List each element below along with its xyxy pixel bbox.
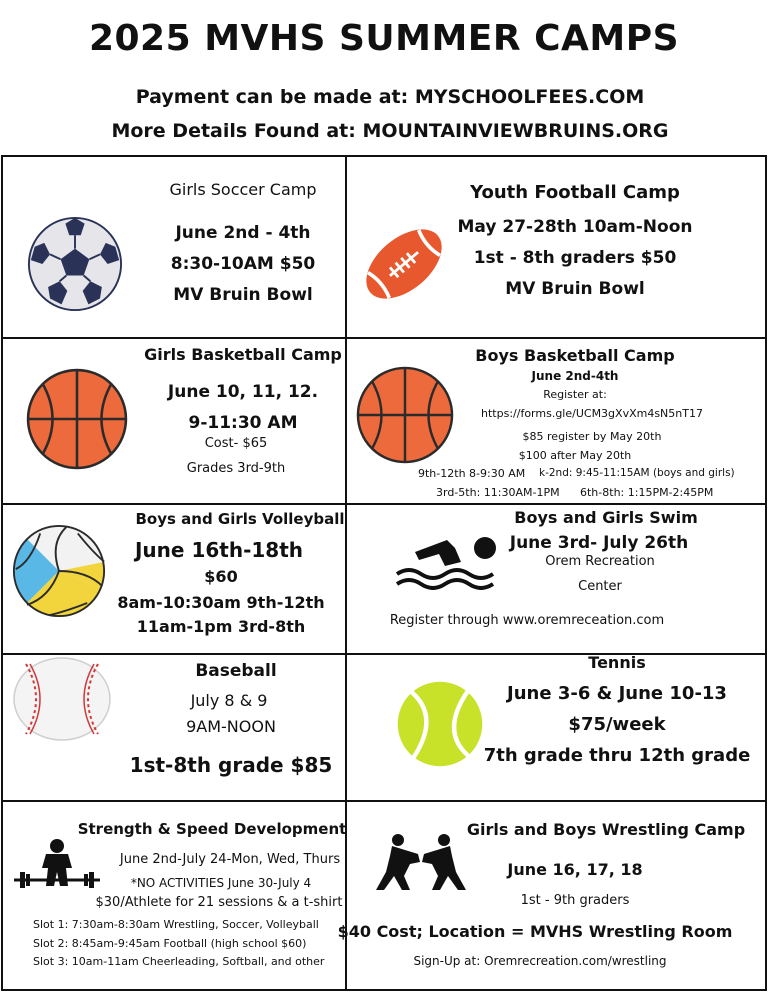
boys-basketball-session: 6th-8th: 1:15PM-2:45PM — [580, 486, 714, 499]
wrestling-dates: June 16, 17, 18 — [507, 860, 643, 879]
wrestling-title: Girls and Boys Wrestling Camp — [466, 820, 746, 839]
tennis-ball-icon — [396, 680, 484, 768]
wrestlers-icon — [370, 832, 472, 892]
strength-slot: Slot 3: 10am-11am Cheerleading, Softball, and other — [33, 955, 325, 968]
boys-basketball-url[interactable]: https://forms.gle/UCM3gXvXm4sN5nT17 — [481, 407, 703, 420]
baseball-title: Baseball — [195, 661, 277, 681]
boys-basketball-dates: June 2nd-4th — [531, 369, 619, 383]
volleyball-cost: $60 — [204, 567, 238, 586]
swim-location: Orem Recreation — [545, 554, 655, 569]
boys-basketball-price1: $85 register by May 20th — [522, 430, 662, 443]
boys-basketball-session: k-2nd: 9:45-11:15AM (boys and girls) — [539, 467, 735, 479]
soccer-title: Girls Soccer Camp — [169, 180, 317, 199]
boys-basketball-session: 9th-12th 8-9:30 AM — [418, 467, 526, 480]
wrestling-cost-location: $40 Cost; Location = MVHS Wrestling Room — [337, 922, 733, 941]
row-divider — [1, 503, 767, 505]
strength-dates: June 2nd-July 24-Mon, Wed, Thurs — [119, 852, 341, 867]
strength-cost: $30/Athlete for 21 sessions & a t-shirt — [95, 895, 343, 910]
basketball-icon — [26, 368, 128, 470]
girls-basketball-dates: June 10, 11, 12. — [167, 382, 319, 402]
volleyball-session: 11am-1pm 3rd-8th — [136, 617, 306, 636]
girls-basketball-time: 9-11:30 AM — [188, 413, 298, 433]
strength-slot: Slot 2: 8:45am-9:45am Football (high school $60) — [33, 937, 307, 950]
soccer-location: MV Bruin Bowl — [173, 285, 313, 305]
swim-register: Register through www.oremreceation.com — [389, 613, 665, 628]
volleyball-icon — [12, 524, 106, 618]
tennis-cost: $75/week — [568, 714, 666, 735]
baseball-time: 9AM-NOON — [186, 717, 276, 736]
soccer-ball-icon — [26, 216, 124, 312]
girls-basketball-cost: Cost- $65 — [204, 436, 268, 451]
swim-location: Center — [578, 579, 622, 594]
strength-title: Strength & Speed Development — [77, 820, 347, 838]
tennis-dates: June 3-6 & June 10-13 — [507, 683, 727, 704]
swimmer-icon — [395, 532, 499, 590]
column-divider — [345, 155, 347, 991]
swim-dates: June 3rd- July 26th — [509, 533, 689, 553]
wrestling-signup[interactable]: Sign-Up at: Oremrecreation.com/wrestling — [413, 954, 667, 968]
strength-note: *NO ACTIVITIES June 30-July 4 — [130, 876, 312, 890]
football-grades: 1st - 8th graders $50 — [473, 248, 677, 268]
wrestling-grades: 1st - 9th graders — [520, 893, 630, 908]
boys-basketball-price2: $100 after May 20th — [518, 449, 632, 462]
girls-basketball-grades: Grades 3rd-9th — [186, 461, 286, 476]
weightlifter-icon — [12, 838, 102, 894]
volleyball-dates: June 16th-18th — [134, 538, 304, 562]
soccer-dates: June 2nd - 4th — [175, 223, 311, 243]
boys-basketball-session: 3rd-5th: 11:30AM-1PM — [436, 486, 560, 499]
row-divider — [1, 337, 767, 339]
volleyball-title: Boys and Girls Volleyball — [135, 510, 345, 528]
strength-slot: Slot 1: 7:30am-8:30am Wrestling, Soccer, Volleyball — [33, 918, 319, 931]
baseball-dates: July 8 & 9 — [190, 691, 268, 710]
boys-basketball-register-label: Register at: — [543, 388, 607, 401]
football-location: MV Bruin Bowl — [505, 279, 645, 299]
payment-info: Payment can be made at: MYSCHOOLFEES.COM — [135, 86, 645, 108]
girls-basketball-title: Girls Basketball Camp — [144, 345, 342, 364]
details-info: More Details Found at: MOUNTAINVIEWBRUINS.ORG — [111, 120, 669, 142]
swim-title: Boys and Girls Swim — [514, 508, 698, 527]
baseball-grades-cost: 1st-8th grade $85 — [129, 753, 333, 777]
volleyball-session: 8am-10:30am 9th-12th — [117, 593, 325, 612]
soccer-time-cost: 8:30-10AM $50 — [170, 254, 316, 274]
tennis-grades: 7th grade thru 12th grade — [483, 745, 751, 766]
basketball-icon — [356, 366, 454, 464]
football-icon — [358, 218, 450, 310]
football-title: Youth Football Camp — [470, 182, 680, 203]
row-divider — [1, 800, 767, 802]
tennis-title: Tennis — [588, 653, 646, 672]
football-dates: May 27-28th 10am-Noon — [457, 217, 693, 237]
row-divider — [1, 653, 767, 655]
baseball-icon — [12, 656, 112, 742]
page-title: 2025 MVHS SUMMER CAMPS — [88, 18, 680, 59]
boys-basketball-title: Boys Basketball Camp — [475, 346, 675, 365]
